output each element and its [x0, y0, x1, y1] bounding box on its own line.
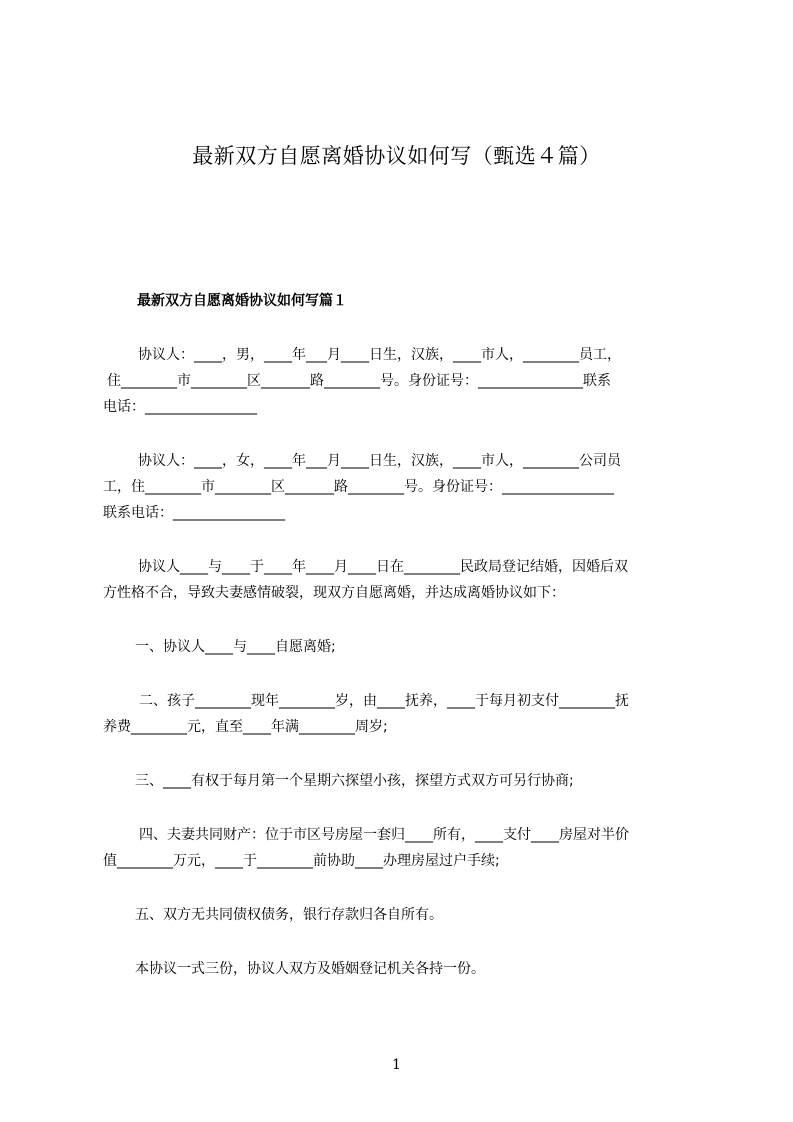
paragraph-marriage-info [103, 554, 703, 606]
text-line: 协议人：____，女，____年___月____日生，汉族，____市人，________公司员 [138, 453, 621, 469]
paragraph-party-male [103, 342, 703, 420]
clause-5 [103, 902, 703, 928]
text-line: 五、双方无共同债权债务，银行存款归各自所有。 [135, 907, 443, 923]
text-line: 方性格不合，导致夫妻感情破裂，现双方自愿离婚，并达成离婚协议如下： [103, 585, 565, 601]
clause-3 [103, 768, 703, 794]
text-line: 二、孩子________现年________岁，由____抚养，____于每月初支付________抚 [139, 693, 629, 709]
text-line: 三、____有权于每月第一个星期六探望小孩，探望方式双方可另行协商; [135, 773, 574, 789]
text-line: 养费________元，直至____年满________周岁; [103, 719, 388, 735]
text-line: 四、夫妻共同财产：位于市区号房屋一套归____所有，____支付____房屋对半价 [139, 827, 629, 843]
clause-1 [103, 634, 703, 660]
text-line: 本协议一式三份，协议人双方及婚姻登记机关各持一份。 [135, 961, 485, 977]
clause-4 [103, 822, 703, 874]
text-line: 电话：________________ [103, 399, 257, 415]
text-line: 协议人：____，男，____年___月____日生，汉族，____市人，________员工， [138, 347, 621, 363]
page-number: 1 [392, 1057, 401, 1073]
text-line: 一、协议人____与____自愿离婚; [135, 639, 336, 655]
text-line: 工，住________市________区_______路________号。身份证号：________________ [103, 479, 614, 495]
text-line: 值________万元，____于________前协助____办理房屋过户手续; [103, 853, 500, 869]
closing-paragraph [103, 956, 703, 982]
text-line: 联系电话：________________ [103, 505, 285, 521]
text-line: 协议人____与____于____年____月____日在________民政局登记结婚，因婚后双 [138, 559, 628, 575]
document-title: 最新双方自愿离婚协议如何写（甄选４篇） [192, 144, 601, 168]
paragraph-party-female [103, 448, 703, 526]
text-line: 住________市________区_______路________号。身份证号：_______________联系 [107, 373, 611, 389]
clause-2 [103, 688, 703, 740]
section-heading: 最新双方自愿离婚协议如何写篇１ [137, 293, 347, 309]
